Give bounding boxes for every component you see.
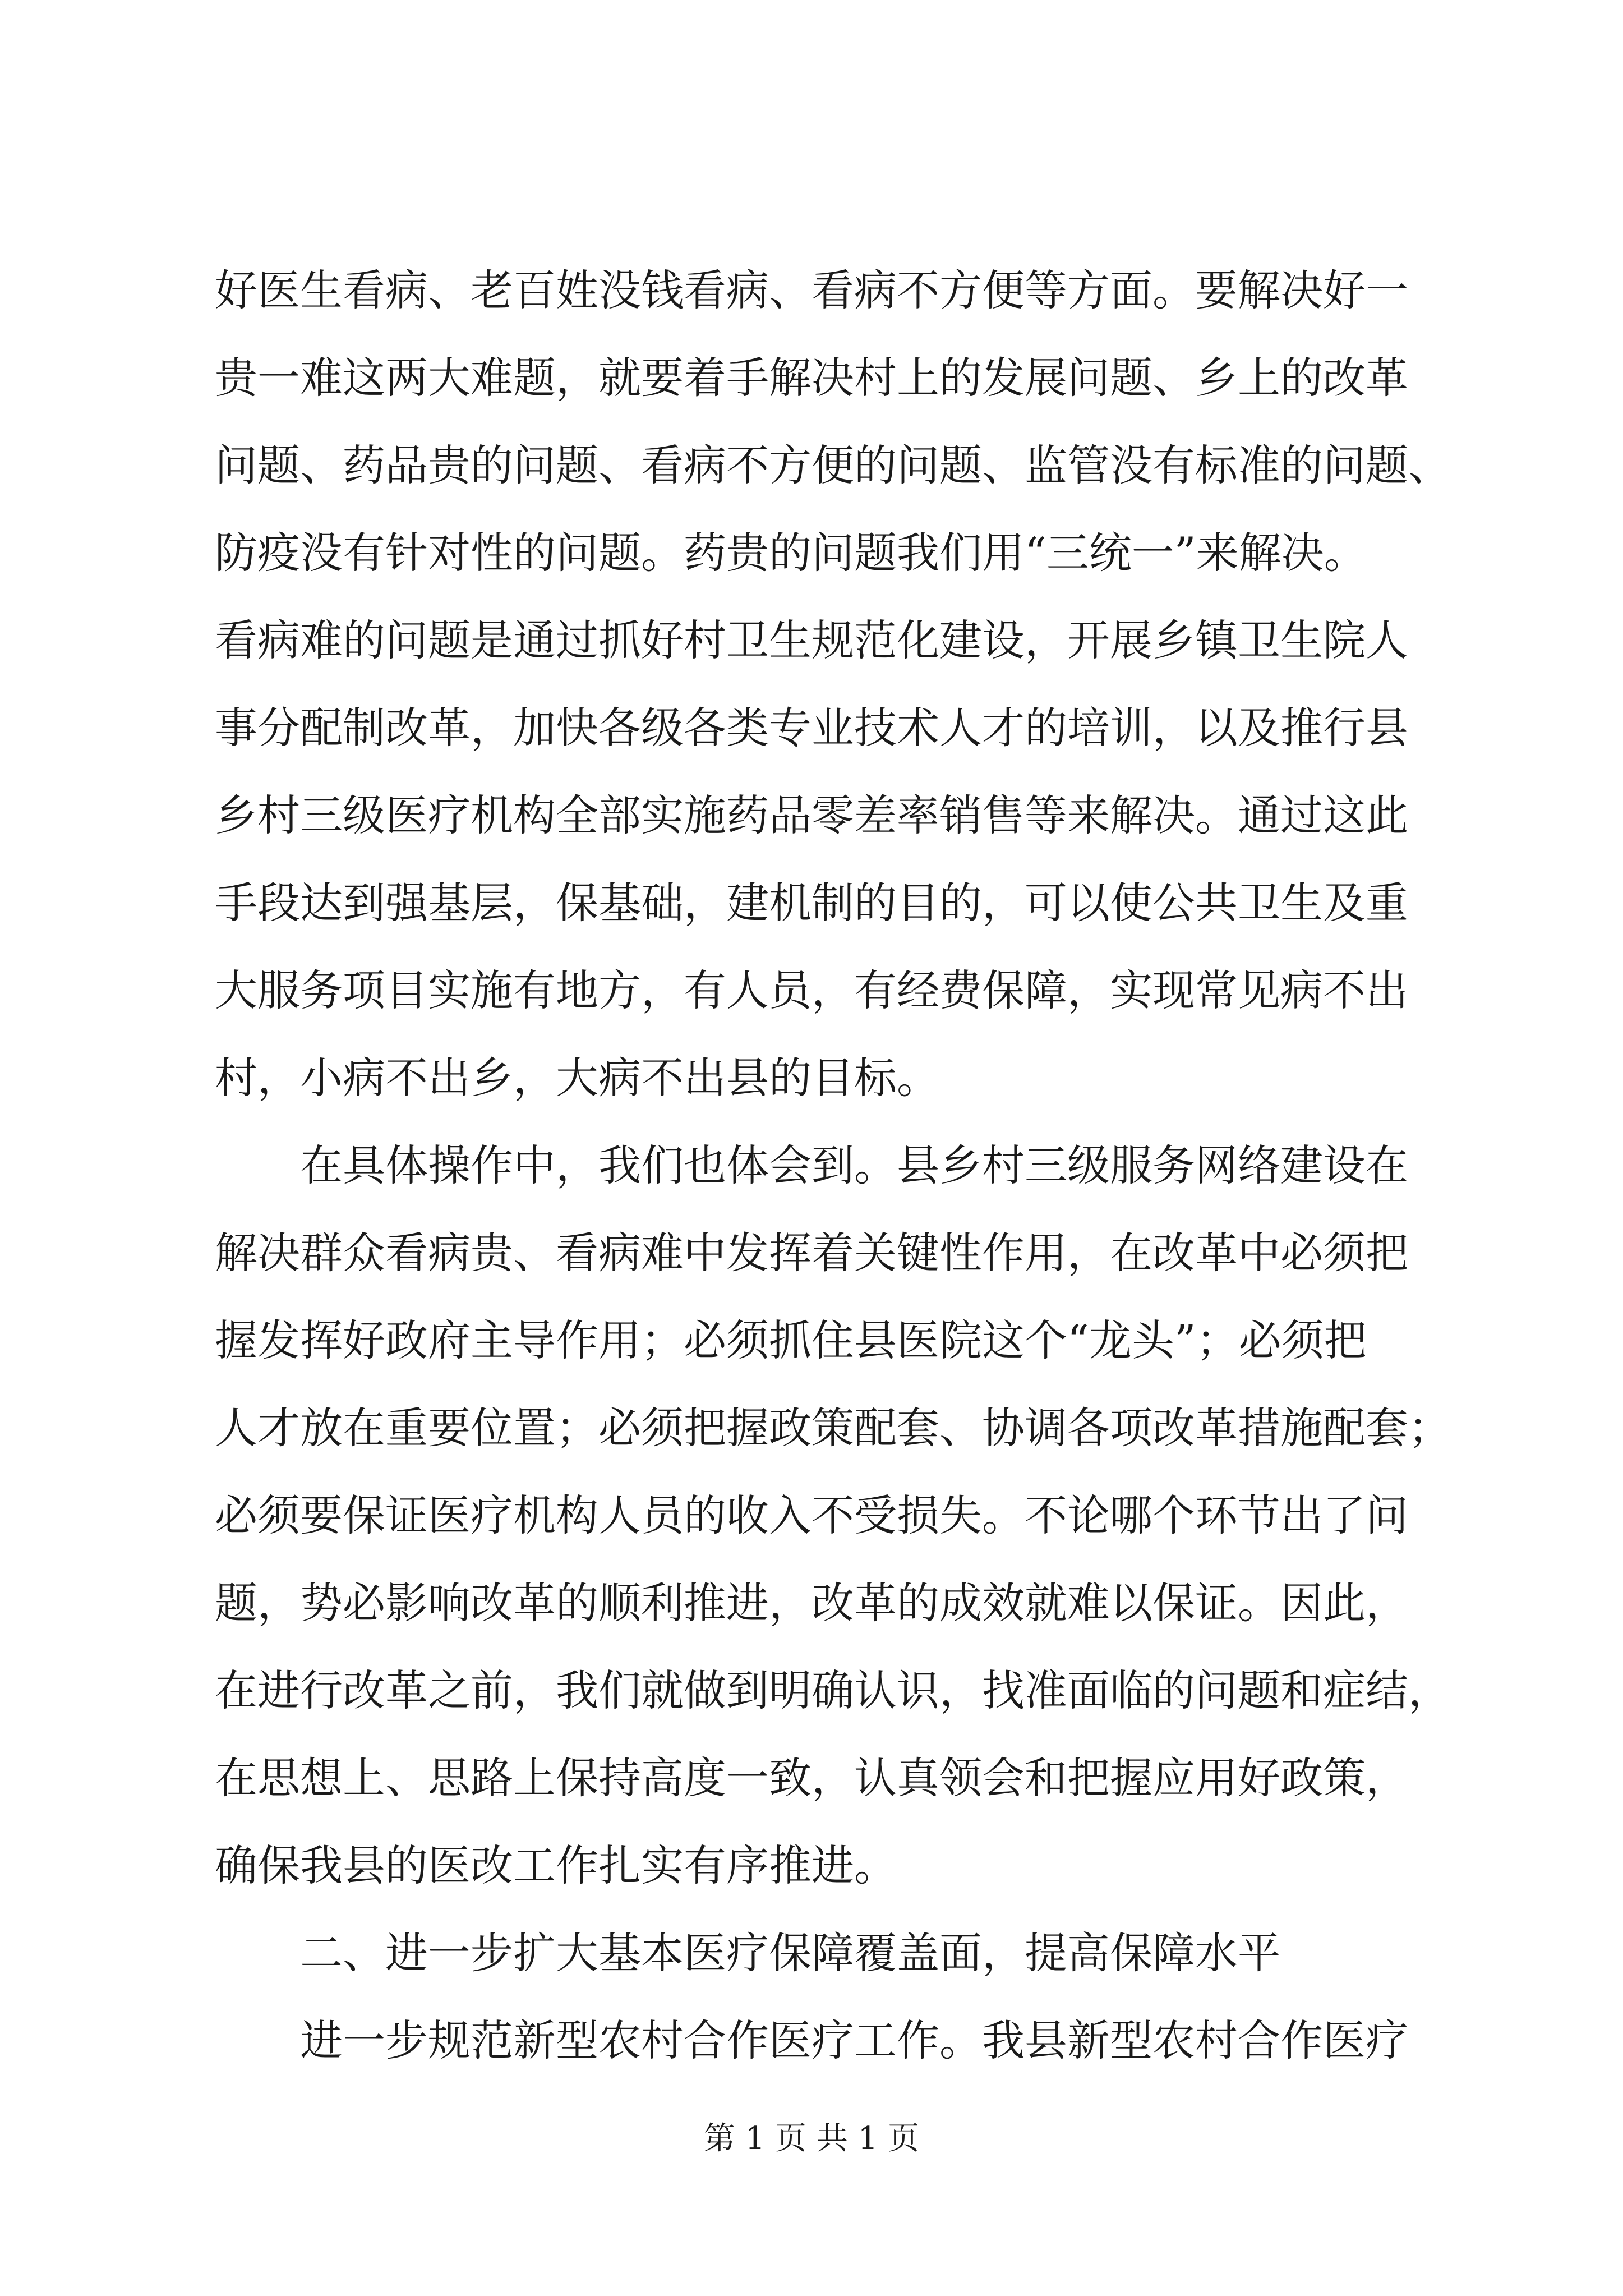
text-line: 村，小病不出乡，大病不出县的目标。 bbox=[215, 1053, 939, 1103]
text-line: 问题、药品贵的问题、看病不方便的问题、监管没有标准的问题、 bbox=[215, 440, 1451, 490]
text-line: 乡村三级医疗机构全部实施药品零差率销售等来解决。通过这此 bbox=[215, 790, 1408, 840]
text-line: 必须要保证医疗机构人员的收入不受损失。不论哪个环节出了问 bbox=[215, 1490, 1408, 1540]
text-line: 好医生看病、老百姓没钱看病、看病不方便等方面。要解决好一 bbox=[215, 265, 1408, 315]
text-line: 解决群众看病贵、看病难中发挥着关键性作用，在改革中必须把 bbox=[215, 1228, 1408, 1278]
page-footer: 第 1 页 共 1 页 bbox=[703, 2120, 920, 2157]
text-line: 在进行改革之前，我们就做到明确认识，找准面临的问题和症结， bbox=[215, 1665, 1451, 1715]
document-body bbox=[215, 247, 1451, 2085]
text-line: 贵一难这两大难题，就要着手解决村上的发展问题、乡上的改革 bbox=[215, 353, 1408, 403]
text-line: 题，势必影响改革的顺利推进，改革的成效就难以保证。因此， bbox=[215, 1578, 1408, 1628]
text-line: 人才放在重要位置；必须把握政策配套、协调各项改革措施配套； bbox=[215, 1403, 1451, 1453]
text-line: 确保我县的医改工作扎实有序推进。 bbox=[215, 1841, 897, 1890]
section-heading: 二、进一步扩大基本医疗保障覆盖面，提高保障水平 bbox=[215, 1928, 1280, 1978]
text-line: 进一步规范新型农村合作医疗工作。我县新型农村合作医疗 bbox=[215, 2016, 1408, 2065]
text-line: 握发挥好政府主导作用；必须抓住县医院这个“龙头”；必须把 bbox=[215, 1315, 1367, 1365]
text-line: 防疫没有针对性的问题。药贵的问题我们用“三统一”来解决。 bbox=[215, 528, 1367, 578]
text-line: 手段达到强基层，保基础，建机制的目的，可以使公共卫生及重 bbox=[215, 878, 1408, 928]
text-line: 看病难的问题是通过抓好村卫生规范化建设，开展乡镇卫生院人 bbox=[215, 615, 1408, 665]
text-line: 事分配制改革，加快各级各类专业技术人才的培训，以及推行县 bbox=[215, 703, 1408, 753]
text-line: 在具体操作中，我们也体会到。县乡村三级服务网络建设在 bbox=[215, 1140, 1408, 1190]
text-line: 在思想上、思路上保持高度一致，认真领会和把握应用好政策， bbox=[215, 1753, 1408, 1803]
text-line: 大服务项目实施有地方，有人员，有经费保障，实现常见病不出 bbox=[215, 965, 1408, 1015]
